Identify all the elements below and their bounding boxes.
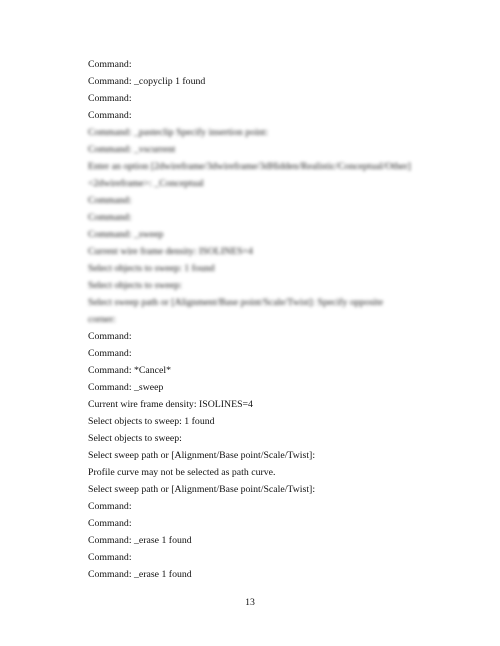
command-line: Command: <box>88 501 132 512</box>
command-line: Select objects to sweep: 1 found <box>88 263 215 274</box>
command-line: Command: _pasteclip Specify insertion point: <box>88 127 269 138</box>
page-number: 13 <box>245 597 255 608</box>
command-line: Command: <box>88 212 132 223</box>
command-log <box>88 56 418 583</box>
command-line: Select sweep path or [Alignment/Base point/Scale/Twist]: <box>88 450 316 461</box>
command-line: Command: <box>88 110 132 121</box>
command-line: Command: _vscurrent <box>88 144 176 155</box>
command-line: Profile curve may not be selected as path curve. <box>88 467 276 478</box>
command-line: Command: _erase 1 found <box>88 535 192 546</box>
command-line: Command: <box>88 331 132 342</box>
command-line: Command: <box>88 552 132 563</box>
command-line: Current wire frame density: ISOLINES=4 <box>88 246 253 257</box>
command-line: Current wire frame density: ISOLINES=4 <box>88 399 253 410</box>
command-line: Select sweep path or [Alignment/Base point/Scale/Twist]: Specify opposite <box>88 297 384 308</box>
command-line: Command: *Cancel* <box>88 365 171 376</box>
command-line: Command: _sweep <box>88 229 164 240</box>
command-line: Command: <box>88 93 132 104</box>
command-line: Command: _erase 1 found <box>88 569 192 580</box>
command-line: Enter an option [2dwireframe/3dwireframe/3dHidden/Realistic/Conceptual/Other] <box>88 161 411 172</box>
command-line: Select objects to sweep: <box>88 280 182 291</box>
command-line: Command: <box>88 348 132 359</box>
command-line: Select sweep path or [Alignment/Base point/Scale/Twist]: <box>88 484 316 495</box>
command-line: <2dwireframe>: _Conceptual <box>88 178 204 189</box>
command-line: Select objects to sweep: <box>88 433 182 444</box>
command-line: Command: <box>88 59 132 70</box>
command-line: Select objects to sweep: 1 found <box>88 416 215 427</box>
command-line: Command: <box>88 518 132 529</box>
command-line: Command: <box>88 195 132 206</box>
command-line: Command: _copyclip 1 found <box>88 76 206 87</box>
command-line: Command: _sweep <box>88 382 164 393</box>
command-line: corner: <box>88 314 116 325</box>
